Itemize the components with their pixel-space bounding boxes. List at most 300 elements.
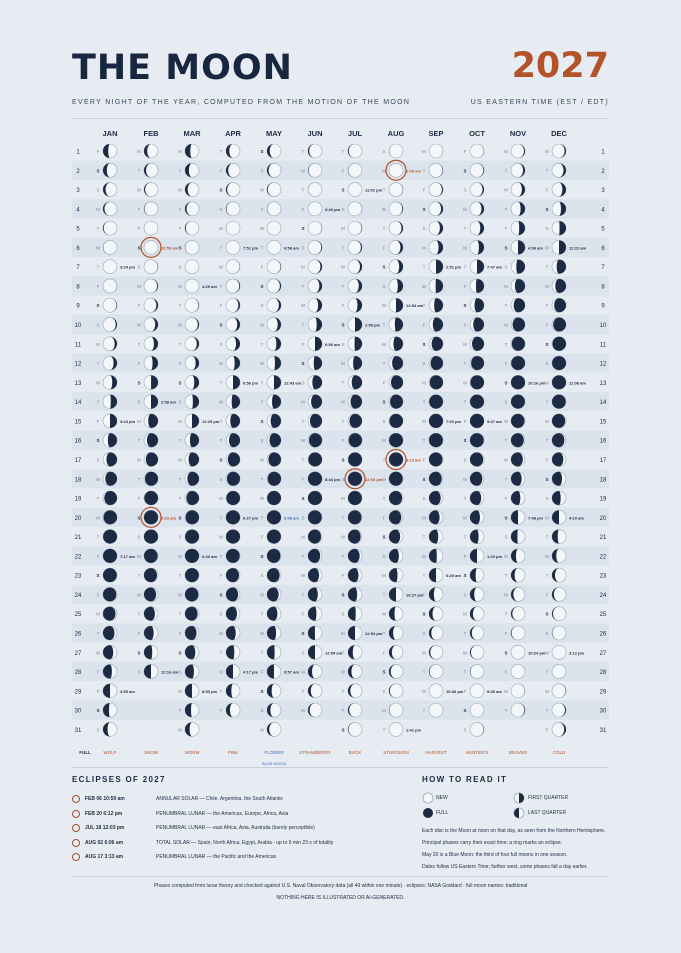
moon-lit bbox=[477, 260, 484, 274]
weekday-letter: S bbox=[137, 534, 141, 540]
weekday-letter: S bbox=[219, 341, 223, 347]
weekday-letter: S bbox=[219, 476, 223, 482]
weekday-letter: M bbox=[382, 303, 386, 309]
weekday-letter: F bbox=[219, 573, 223, 579]
weekday-letter: T bbox=[463, 496, 467, 502]
day-number: 28 bbox=[599, 670, 607, 677]
day-number: 11 bbox=[74, 342, 82, 349]
weekday-letter: W bbox=[421, 418, 427, 424]
weekday-letter: M bbox=[504, 283, 508, 289]
moon-lit bbox=[429, 568, 436, 582]
moon-disc bbox=[389, 163, 403, 177]
weekday-letter: T bbox=[178, 476, 182, 482]
moon-lit bbox=[429, 414, 443, 428]
day-number: 12 bbox=[599, 361, 607, 368]
weekday-letter: M bbox=[382, 573, 386, 579]
weekday-letter: M bbox=[504, 688, 508, 694]
phase-time: 2:58 am bbox=[161, 399, 176, 405]
moon-name: HUNTER'S bbox=[465, 750, 489, 755]
weekday-letter: T bbox=[137, 303, 141, 309]
timezone-label: US EASTERN TIME (EST / EDT) bbox=[470, 99, 609, 106]
moon-lit bbox=[185, 530, 199, 544]
weekday-letter: F bbox=[545, 322, 549, 328]
weekday-letter: M bbox=[545, 650, 549, 656]
phase-time: 12:54 pm bbox=[365, 631, 383, 636]
weekday-letter: T bbox=[341, 245, 345, 251]
weekday-letter: W bbox=[300, 573, 306, 579]
weekday-letter: S bbox=[545, 611, 549, 617]
weekday-letter: W bbox=[300, 168, 306, 174]
moon-disc bbox=[308, 202, 322, 216]
weekday-letter: W bbox=[421, 688, 427, 694]
weekday-letter: T bbox=[219, 380, 223, 386]
moon-lit bbox=[511, 530, 518, 544]
weekday-letter: M bbox=[463, 611, 467, 617]
moon-lit bbox=[429, 452, 442, 466]
weekday-letter: S bbox=[545, 361, 549, 367]
moon-lit bbox=[315, 337, 322, 351]
weekday-letter: T bbox=[463, 534, 467, 540]
weekday-letter: M bbox=[545, 380, 549, 386]
moon-lit bbox=[511, 491, 520, 505]
moon-name: FLOWER bbox=[264, 750, 284, 755]
weekday-letter: S bbox=[178, 669, 182, 675]
weekday-letter: T bbox=[545, 534, 549, 540]
weekday-letter: T bbox=[545, 303, 549, 309]
moon-lit bbox=[308, 452, 322, 466]
moon-name: SNOW bbox=[144, 750, 158, 755]
moon-lit bbox=[185, 587, 198, 601]
weekday-letter: W bbox=[421, 149, 427, 154]
moon-lit bbox=[144, 510, 158, 524]
day-number: 19 bbox=[599, 496, 607, 503]
day-number: 3 bbox=[76, 188, 80, 195]
weekday-letter: T bbox=[96, 361, 100, 367]
moon-lit bbox=[559, 221, 566, 235]
weekday-letter: S bbox=[260, 708, 264, 714]
weekday-letter: S bbox=[422, 361, 426, 367]
month-header: FEB bbox=[143, 129, 159, 138]
moon-lit bbox=[104, 510, 117, 524]
weekday-letter: S bbox=[96, 592, 100, 598]
day-number: 4 bbox=[601, 207, 605, 214]
weekday-letter: T bbox=[219, 149, 223, 154]
day-number: 29 bbox=[74, 689, 82, 696]
weekday-letter: F bbox=[137, 631, 141, 636]
moon-lit bbox=[148, 414, 158, 428]
moon-lit bbox=[230, 414, 240, 428]
moon-lit bbox=[511, 356, 525, 370]
phase-time: 6:56 pm bbox=[243, 380, 259, 386]
day-number: 31 bbox=[599, 727, 607, 734]
moon-lit bbox=[557, 260, 566, 274]
weekday-letter: S bbox=[137, 264, 141, 270]
eclipse-ring-icon bbox=[72, 810, 80, 818]
phase-time: 10:56 am bbox=[161, 245, 179, 251]
weekday-letter: W bbox=[503, 592, 509, 598]
eclipse-description: PENUMBRAL LUNAR — the Pacific and the Americas bbox=[156, 854, 277, 860]
weekday-letter: T bbox=[422, 399, 426, 405]
weekday-letter: T bbox=[137, 341, 141, 347]
moon-lit bbox=[348, 472, 362, 486]
day-number: 10 bbox=[599, 323, 607, 330]
phase-time: 6:20 am bbox=[446, 573, 461, 579]
weekday-letter: F bbox=[301, 341, 305, 347]
weekday-letter: M bbox=[137, 418, 141, 424]
weekday-letter: M bbox=[178, 688, 182, 694]
phase-time: 11:02 pm bbox=[365, 187, 383, 193]
weekday-letter: M bbox=[178, 418, 182, 424]
moon-lit bbox=[552, 491, 561, 505]
moon-lit bbox=[233, 375, 240, 389]
weekday-letter: S bbox=[341, 322, 345, 328]
legend-full-label: FULL bbox=[436, 810, 449, 816]
weekday-letter: S bbox=[301, 515, 305, 521]
month-header: JUN bbox=[307, 129, 323, 138]
weekday-letter: T bbox=[382, 592, 386, 598]
moon-lit bbox=[226, 491, 240, 505]
day-number: 9 bbox=[601, 303, 605, 310]
phase-time: 3:13 am bbox=[406, 457, 421, 463]
weekday-letter: T bbox=[137, 206, 141, 212]
moon-disc bbox=[389, 722, 403, 736]
moon-lit bbox=[552, 337, 566, 351]
weekday-letter: W bbox=[259, 226, 265, 232]
weekday-letter: T bbox=[382, 187, 386, 193]
weekday-letter: M bbox=[463, 476, 467, 482]
weekday-letter: T bbox=[219, 283, 223, 289]
weekday-letter: S bbox=[545, 631, 549, 636]
weekday-letter: W bbox=[95, 245, 101, 251]
weekday-letter: M bbox=[260, 457, 264, 463]
month-header: APR bbox=[225, 129, 241, 138]
weekday-letter: S bbox=[463, 457, 467, 463]
weekday-letter: W bbox=[177, 727, 183, 733]
phase-time: 1:29 pm bbox=[487, 553, 503, 559]
footer-divider bbox=[72, 876, 609, 877]
weekday-letter: S bbox=[504, 669, 508, 675]
weekday-letter: S bbox=[96, 727, 100, 733]
weekday-letter: S bbox=[178, 534, 182, 540]
weekday-letter: M bbox=[463, 206, 467, 212]
weekday-letter: S bbox=[137, 515, 141, 521]
month-header: AUG bbox=[387, 129, 405, 138]
weekday-letter: W bbox=[544, 553, 550, 559]
weekday-letter: F bbox=[219, 708, 223, 714]
moon-name: PINK bbox=[227, 750, 239, 755]
weekday-letter: M bbox=[422, 245, 426, 251]
phase-time: 3:24 pm bbox=[120, 264, 136, 270]
day-number: 16 bbox=[74, 438, 82, 445]
day-number: 10 bbox=[74, 323, 82, 330]
day-number: 27 bbox=[74, 650, 82, 657]
weekday-letter: W bbox=[259, 631, 265, 636]
full-row-label: FULL bbox=[79, 750, 91, 755]
day-number: 24 bbox=[599, 592, 607, 599]
phase-time: 12:43 am bbox=[284, 380, 302, 386]
weekday-letter: S bbox=[137, 399, 141, 405]
day-number: 26 bbox=[599, 631, 607, 638]
weekday-letter: F bbox=[301, 476, 305, 482]
weekday-letter: W bbox=[300, 303, 306, 309]
weekday-letter: S bbox=[504, 515, 508, 521]
moon-lit bbox=[511, 375, 525, 389]
weekday-letter: S bbox=[545, 206, 549, 212]
moon-lit bbox=[389, 433, 403, 447]
moon-lit bbox=[434, 298, 443, 312]
moon-name: STURGEON bbox=[383, 750, 409, 755]
weekday-letter: M bbox=[301, 669, 305, 675]
weekday-letter: S bbox=[260, 418, 264, 424]
weekday-letter: T bbox=[219, 688, 223, 694]
weekday-letter: T bbox=[301, 418, 305, 424]
weekday-letter: S bbox=[260, 303, 264, 309]
weekday-letter: T bbox=[504, 476, 508, 482]
moon-lit bbox=[396, 298, 403, 312]
weekday-letter: S bbox=[382, 418, 386, 424]
moon-disc bbox=[267, 221, 281, 235]
weekday-letter: T bbox=[96, 399, 100, 405]
weekday-letter: M bbox=[96, 341, 100, 347]
legend-new-label: NEW bbox=[436, 795, 448, 801]
weekday-letter: W bbox=[340, 399, 346, 405]
phase-time: 7:47 am bbox=[487, 264, 502, 270]
moon-disc bbox=[267, 240, 281, 254]
weekday-letter: T bbox=[504, 341, 508, 347]
weekday-letter: S bbox=[463, 303, 467, 309]
month-header: MAR bbox=[183, 129, 201, 138]
weekday-letter: S bbox=[504, 534, 508, 540]
day-number: 5 bbox=[601, 226, 605, 233]
weekday-letter: S bbox=[260, 553, 264, 559]
moon-lit bbox=[103, 684, 110, 698]
weekday-letter: W bbox=[381, 206, 387, 212]
weekday-letter: M bbox=[504, 418, 508, 424]
month-header: SEP bbox=[428, 129, 444, 138]
eclipse-date: FEB 06 10:59 am bbox=[85, 796, 125, 802]
weekday-letter: M bbox=[137, 553, 141, 559]
weekday-letter: M bbox=[260, 187, 264, 193]
weekday-letter: S bbox=[178, 399, 182, 405]
weekday-letter: S bbox=[463, 727, 467, 733]
moon-lit bbox=[470, 375, 484, 389]
phase-time: 6:56 am bbox=[325, 341, 340, 347]
weekday-letter: T bbox=[545, 573, 549, 579]
moon-lit bbox=[192, 414, 199, 428]
weekday-letter: W bbox=[421, 553, 427, 559]
day-number: 23 bbox=[599, 573, 607, 580]
weekday-letter: S bbox=[96, 573, 100, 579]
weekday-letter: S bbox=[137, 380, 141, 386]
weekday-letter: S bbox=[219, 206, 223, 212]
weekday-letter: T bbox=[178, 611, 182, 617]
weekday-letter: W bbox=[462, 245, 468, 251]
weekday-letter: W bbox=[544, 418, 550, 424]
weekday-letter: M bbox=[341, 496, 345, 502]
weekday-letter: F bbox=[463, 688, 467, 694]
phase-time: 8:44 pm bbox=[325, 476, 341, 482]
weekday-letter: S bbox=[463, 592, 467, 598]
phase-time: 10:36 pm bbox=[446, 688, 464, 694]
phase-time: 12:22 am bbox=[569, 245, 587, 251]
moon-lit bbox=[185, 549, 199, 563]
weekday-letter: S bbox=[463, 187, 467, 193]
weekday-letter: T bbox=[422, 534, 426, 540]
weekday-letter: T bbox=[504, 708, 508, 714]
phase-time: 10:24 pm bbox=[528, 650, 546, 656]
weekday-letter: F bbox=[341, 303, 345, 309]
weekday-letter: T bbox=[260, 515, 264, 521]
moon-disc bbox=[389, 144, 403, 158]
weekday-letter: T bbox=[260, 650, 264, 656]
weekday-letter: S bbox=[96, 322, 100, 328]
weekday-letter: F bbox=[545, 592, 549, 598]
weekday-letter: T bbox=[96, 496, 100, 502]
first-quarter-icon bbox=[513, 792, 525, 804]
weekday-letter: T bbox=[341, 380, 345, 386]
grid-divider bbox=[72, 767, 609, 768]
weekday-letter: W bbox=[218, 669, 224, 675]
weekday-letter: S bbox=[96, 438, 100, 444]
weekday-letter: W bbox=[462, 380, 468, 386]
weekday-letter: W bbox=[136, 592, 142, 598]
phase-time: 3:12 pm bbox=[569, 650, 585, 656]
moon-lit bbox=[185, 684, 192, 698]
moon-lit bbox=[267, 607, 277, 621]
weekday-letter: S bbox=[96, 708, 100, 714]
weekday-letter: F bbox=[382, 650, 386, 656]
weekday-letter: S bbox=[301, 380, 305, 386]
day-number: 31 bbox=[74, 727, 82, 734]
moon-lit bbox=[144, 491, 158, 505]
weekday-letter: S bbox=[137, 650, 141, 656]
day-number: 18 bbox=[74, 477, 82, 484]
weekday-letter: W bbox=[218, 534, 224, 540]
weekday-letter: S bbox=[219, 592, 223, 598]
weekday-letter: W bbox=[340, 264, 346, 270]
moon-lit bbox=[389, 414, 403, 428]
weekday-letter: S bbox=[422, 226, 426, 232]
weekday-letter: S bbox=[341, 457, 345, 463]
weekday-letter: F bbox=[545, 727, 549, 733]
day-number: 19 bbox=[74, 496, 82, 503]
weekday-letter: T bbox=[301, 688, 305, 694]
eclipse-date: JUL 18 12:03 pm bbox=[85, 825, 125, 831]
moon-lit bbox=[429, 395, 443, 409]
eclipse-ring-icon bbox=[72, 839, 80, 847]
weekday-letter: M bbox=[96, 611, 100, 617]
weekday-letter: S bbox=[545, 476, 549, 482]
weekday-letter: W bbox=[503, 457, 509, 463]
weekday-letter: T bbox=[178, 206, 182, 212]
phase-time: 10:27 pm bbox=[406, 592, 424, 598]
moon-lit bbox=[144, 645, 152, 659]
moon-lit bbox=[308, 645, 315, 659]
moon-lit bbox=[308, 510, 322, 524]
weekday-letter: S bbox=[260, 149, 264, 154]
month-header: MAY bbox=[266, 129, 282, 138]
day-number: 9 bbox=[76, 303, 80, 310]
new-moon-icon bbox=[422, 792, 434, 804]
day-number: 25 bbox=[599, 612, 607, 619]
weekday-letter: T bbox=[504, 303, 508, 309]
weekday-letter: S bbox=[382, 534, 386, 540]
moon-lit bbox=[355, 337, 362, 351]
weekday-letter: T bbox=[301, 553, 305, 559]
month-header: OCT bbox=[469, 129, 485, 138]
moon-lit bbox=[267, 530, 281, 544]
day-number: 20 bbox=[599, 515, 607, 522]
weekday-letter: F bbox=[178, 226, 182, 232]
weekday-letter: W bbox=[95, 380, 101, 386]
moon-lit bbox=[516, 260, 525, 274]
weekday-letter: T bbox=[178, 303, 182, 309]
weekday-letter: T bbox=[341, 553, 345, 559]
moon-lit bbox=[186, 510, 199, 524]
phase-time: 7:03 pm bbox=[446, 418, 462, 424]
moon-lit bbox=[274, 375, 281, 389]
weekday-letter: F bbox=[301, 611, 305, 617]
weekday-letter: M bbox=[301, 264, 305, 270]
full-moon-icon bbox=[422, 807, 434, 819]
weekday-letter: F bbox=[260, 264, 264, 270]
weekday-letter: W bbox=[544, 688, 550, 694]
weekday-letter: S bbox=[301, 650, 305, 656]
weekday-letter: T bbox=[504, 611, 508, 617]
weekday-letter: S bbox=[382, 688, 386, 694]
weekday-letter: F bbox=[178, 631, 182, 636]
weekday-letter: M bbox=[341, 631, 345, 636]
weekday-letter: M bbox=[463, 341, 467, 347]
day-number: 1 bbox=[601, 149, 605, 156]
weekday-letter: F bbox=[96, 553, 100, 559]
day-number: 24 bbox=[74, 592, 82, 599]
weekday-letter: S bbox=[545, 226, 549, 232]
weekday-letter: W bbox=[136, 457, 142, 463]
weekday-letter: T bbox=[341, 149, 345, 154]
weekday-letter: T bbox=[219, 418, 223, 424]
weekday-letter: F bbox=[382, 245, 386, 251]
eclipse-description: PENUMBRAL LUNAR — the Americas, Europe, Africa, Asia bbox=[156, 810, 289, 817]
weekday-letter: T bbox=[382, 226, 386, 232]
weekday-letter: S bbox=[422, 631, 426, 636]
weekday-letter: F bbox=[463, 553, 467, 559]
weekday-letter: F bbox=[178, 496, 182, 502]
weekday-letter: F bbox=[463, 149, 467, 154]
moon-lit bbox=[267, 491, 281, 505]
moon-disc bbox=[226, 240, 240, 254]
weekday-letter: T bbox=[260, 206, 264, 212]
eclipse-date: FEB 20 6:12 pm bbox=[85, 810, 123, 817]
weekday-letter: T bbox=[219, 650, 223, 656]
month-header: JUL bbox=[347, 129, 363, 138]
phase-time: 6:27 pm bbox=[243, 515, 259, 521]
moon-disc bbox=[308, 183, 322, 197]
moon-disc bbox=[429, 703, 443, 717]
weekday-letter: F bbox=[341, 168, 345, 174]
phase-time: 9:57 am bbox=[284, 669, 299, 675]
moon-disc bbox=[348, 183, 362, 197]
weekday-letter: T bbox=[301, 187, 305, 193]
eclipse-ring-icon bbox=[72, 853, 80, 861]
weekday-letter: T bbox=[382, 361, 386, 367]
weekday-letter: S bbox=[96, 168, 100, 174]
moon-name: HARVEST bbox=[425, 750, 447, 755]
month-header: DEC bbox=[551, 129, 567, 138]
phase-time: 10:26 pm bbox=[528, 380, 546, 386]
weekday-letter: T bbox=[137, 611, 141, 617]
weekday-letter: S bbox=[178, 264, 182, 270]
